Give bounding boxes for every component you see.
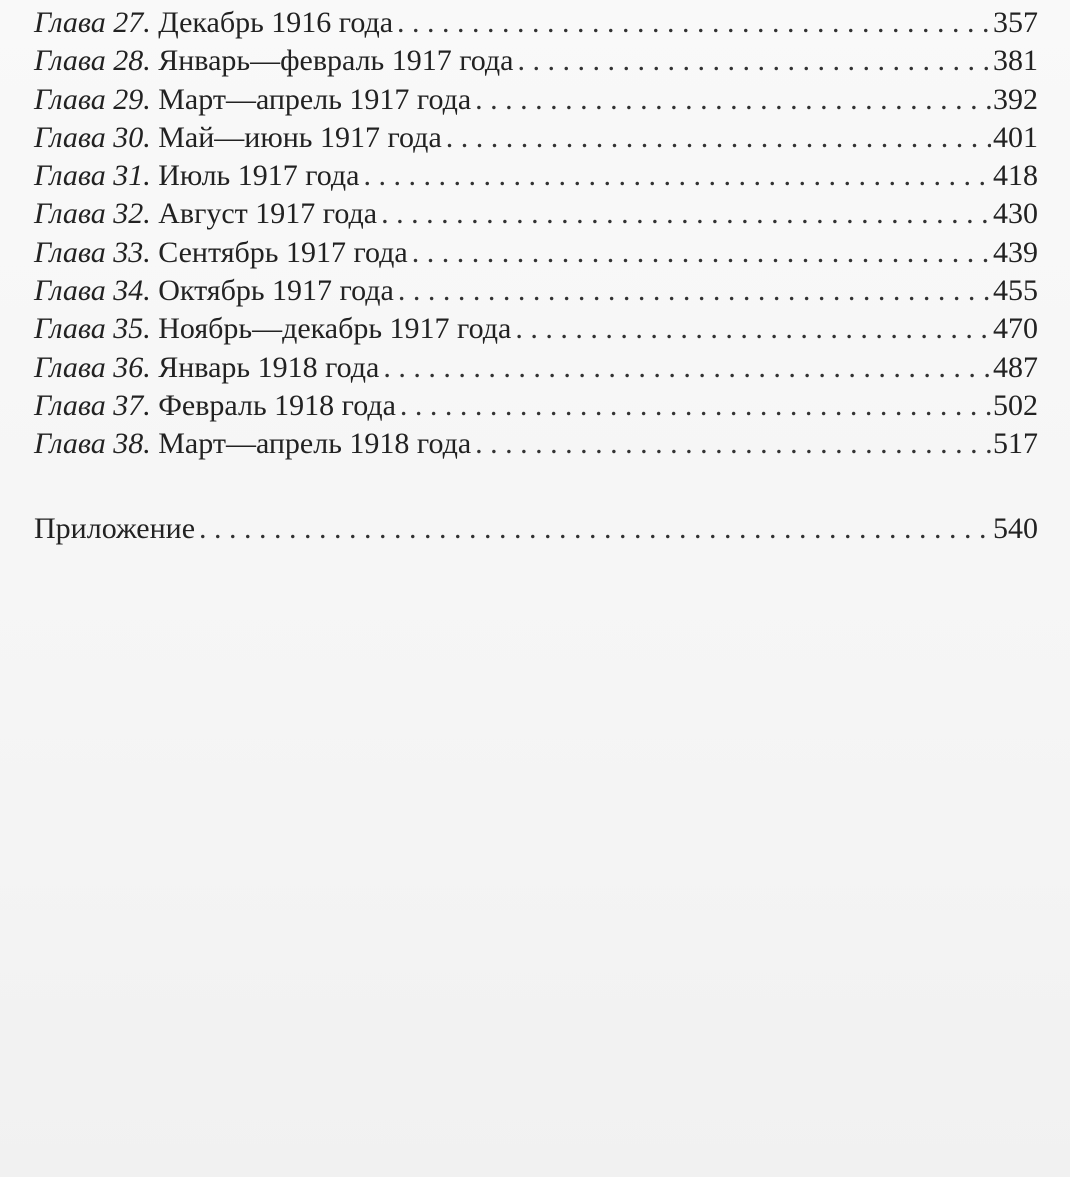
dot-leader [400, 387, 991, 425]
chapter-title: Август 1917 года [158, 197, 378, 231]
toc-entry-29 [34, 81, 1038, 119]
chapter-number: Глава 36. [34, 350, 151, 384]
page-number: 430 [993, 197, 1038, 231]
chapter-title: Февраль 1918 года [158, 388, 396, 422]
chapter-number: Глава 30. [34, 120, 151, 154]
toc-entry-38 [34, 425, 1038, 463]
bleed-line [0, 1062, 1070, 1094]
toc-label [34, 387, 396, 425]
toc-entry-37 [34, 387, 1038, 425]
chapter-number: Глава 28. [34, 44, 151, 78]
chapter-number: Глава 38. [34, 427, 151, 461]
page-number: 401 [993, 120, 1038, 154]
page-number: 439 [993, 235, 1038, 269]
dot-leader [381, 195, 991, 233]
dot-leader [199, 510, 991, 548]
dot-leader [515, 310, 991, 348]
page-number: 470 [993, 312, 1038, 346]
chapter-title: Октябрь 1917 года [158, 274, 394, 308]
bleed-line [0, 952, 1070, 998]
page-number: 455 [993, 274, 1038, 308]
dot-leader [475, 425, 991, 463]
bleed-line [0, 728, 1070, 754]
toc-label [34, 157, 360, 195]
dot-leader [383, 349, 991, 387]
chapter-title: Январь 1918 года [158, 350, 380, 384]
toc-entry-33 [34, 234, 1038, 272]
chapter-number: Глава 27. [34, 6, 151, 39]
toc-entry-28 [34, 42, 1038, 80]
chapter-number: Глава 35. [34, 312, 151, 346]
toc-label [34, 272, 394, 310]
dot-leader [364, 157, 992, 195]
toc-label [34, 349, 379, 387]
toc-label [34, 510, 195, 548]
chapter-title: Март—апрель 1917 года [158, 82, 472, 116]
chapter-number: Глава 34. [34, 274, 151, 308]
toc-label [34, 42, 514, 80]
toc-label [34, 195, 377, 233]
chapter-number: Глава 32. [34, 197, 151, 231]
page-number: 392 [993, 82, 1038, 116]
toc-entry-32 [34, 195, 1038, 233]
dot-leader [446, 119, 991, 157]
dot-leader [398, 272, 991, 310]
page-number: 502 [993, 388, 1038, 422]
page-number: 517 [993, 427, 1038, 461]
chapter-title: Сентябрь 1917 года [158, 235, 408, 269]
toc-entry-34 [34, 272, 1038, 310]
chapter-title: Ноябрь—декабрь 1917 года [158, 312, 512, 346]
chapter-title: Май—июнь 1917 года [158, 120, 442, 154]
chapter-title: Декабрь 1916 года [158, 6, 394, 39]
bleed-line [0, 794, 1070, 826]
bleed-line [0, 860, 1070, 906]
toc-entry-35 [34, 310, 1038, 348]
toc-label [34, 119, 442, 157]
toc-label [34, 234, 408, 272]
chapter-number: Глава 37. [34, 388, 151, 422]
page-number: 540 [993, 511, 1038, 545]
dot-leader [412, 234, 991, 272]
chapter-number: Глава 33. [34, 235, 151, 269]
dot-leader [397, 4, 991, 42]
page-number: 357 [993, 6, 1038, 39]
page-number: 381 [993, 44, 1038, 78]
bleed-line [0, 998, 1070, 1044]
toc-entry-36 [34, 349, 1038, 387]
spacer [34, 464, 1038, 510]
chapter-title: Январь—февраль 1917 года [158, 44, 514, 78]
chapter-title: Июль 1917 года [158, 159, 360, 193]
reverse-side-bleed-through [0, 700, 1070, 1094]
table-of-contents [34, 4, 1038, 548]
dot-leader [518, 42, 992, 80]
toc-label [34, 310, 511, 348]
bleed-line [0, 906, 1070, 952]
chapter-number: Глава 29. [34, 82, 151, 116]
page-number: 487 [993, 350, 1038, 384]
chapter-title: Март—апрель 1918 года [158, 427, 472, 461]
dot-leader [475, 81, 991, 119]
page-number: 418 [993, 159, 1038, 193]
toc-entry-27 [34, 4, 1038, 42]
toc-entry-30 [34, 119, 1038, 157]
toc-entry-31 [34, 157, 1038, 195]
toc-label [34, 425, 471, 463]
chapter-number: Глава 31. [34, 159, 151, 193]
toc-label [34, 4, 393, 42]
toc-label [34, 81, 471, 119]
appendix-title: Приложение [34, 511, 196, 545]
toc-entry-appendix [34, 510, 1038, 548]
